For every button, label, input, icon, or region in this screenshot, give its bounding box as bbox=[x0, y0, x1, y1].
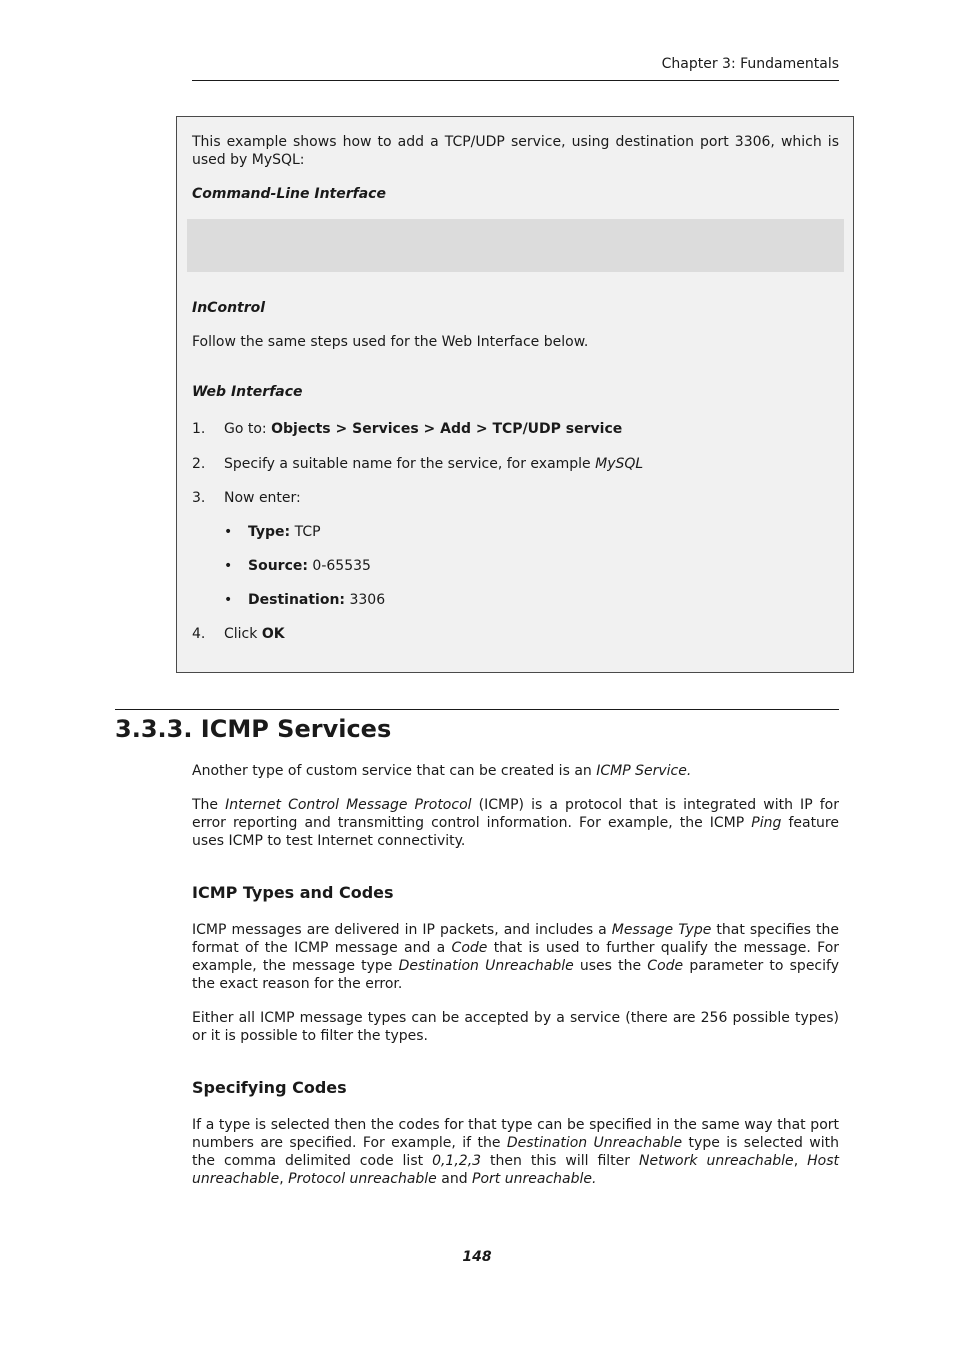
text-run: Another type of custom service that can be created is an bbox=[192, 763, 597, 779]
text-run: then this will filter bbox=[481, 1153, 640, 1169]
code-block bbox=[187, 219, 844, 272]
example-name: MySQL bbox=[595, 456, 644, 472]
text-run-italic: Network unreachable bbox=[639, 1153, 794, 1169]
step-text bbox=[224, 625, 285, 643]
step-prefix: Click bbox=[224, 626, 262, 642]
text-run: , bbox=[793, 1153, 808, 1169]
bullet-text bbox=[248, 591, 385, 609]
text-run-italic: Host unreachable bbox=[192, 1153, 840, 1187]
subheading-icmp-types: ICMP Types and Codes bbox=[192, 883, 394, 902]
text-run-italic: Internet Control Message Protocol bbox=[225, 797, 472, 813]
web-interface-heading: Web Interface bbox=[192, 384, 303, 400]
bullet-label: Source: bbox=[248, 558, 308, 574]
bullet-source bbox=[0, 557, 900, 575]
paragraph-5 bbox=[192, 1116, 839, 1188]
section-rule bbox=[115, 709, 839, 710]
text-run: parameter to specify the exact reason for the error. bbox=[192, 958, 839, 992]
text-run-italic: Message Type bbox=[611, 922, 712, 938]
text-run-italic: ICMP Service. bbox=[596, 763, 692, 779]
bullet-value: 3306 bbox=[345, 592, 386, 608]
text-run: , bbox=[279, 1171, 289, 1187]
text-run: type is selected with the comma delimited code list bbox=[192, 1135, 839, 1169]
text-run-italic: Destination Unreachable bbox=[506, 1135, 683, 1151]
incontrol-text: Follow the same steps used for the Web Interface below. bbox=[192, 334, 589, 350]
bullet-label: Destination: bbox=[248, 592, 346, 608]
text-run: uses the bbox=[573, 958, 648, 974]
step-4 bbox=[0, 625, 900, 643]
paragraph-2 bbox=[192, 796, 839, 850]
step-2 bbox=[0, 455, 900, 473]
paragraph-3 bbox=[192, 921, 839, 993]
paragraph-1 bbox=[192, 762, 839, 780]
text-run: The bbox=[192, 797, 226, 813]
text-run-italic: Code bbox=[647, 958, 684, 974]
text-run-italic: Ping bbox=[751, 815, 782, 831]
text-run: feature uses ICMP to test Internet connectivity. bbox=[192, 815, 839, 849]
step-prefix: Go to: bbox=[224, 421, 272, 437]
paragraph-4: Either all ICMP message types can be accepted by a service (there are 256 possible types) or it is possible to filter the types. bbox=[192, 1010, 839, 1044]
bullet-text bbox=[248, 557, 371, 575]
text-run-italic: Port unreachable. bbox=[472, 1171, 597, 1187]
text-run-italic: Destination Unreachable bbox=[398, 958, 574, 974]
step-3 bbox=[0, 489, 900, 507]
step-text: Now enter: bbox=[224, 490, 301, 506]
ok-label: OK bbox=[261, 626, 285, 642]
step-1 bbox=[0, 420, 900, 438]
bullet-value: TCP bbox=[290, 524, 321, 540]
step-number: 1. bbox=[192, 421, 206, 437]
page-number: 148 bbox=[462, 1249, 492, 1265]
step-text bbox=[224, 455, 643, 473]
example-intro: This example shows how to add a TCP/UDP service, using destination port 3306, which is used by MySQL: bbox=[192, 134, 839, 168]
text-run-italic: 0,1,2,3 bbox=[432, 1153, 482, 1169]
text-run: and bbox=[436, 1171, 473, 1187]
step-number: 2. bbox=[192, 456, 206, 472]
bullet-text bbox=[248, 523, 321, 541]
running-header: Chapter 3: Fundamentals bbox=[661, 56, 839, 72]
text-run: (ICMP) is a protocol that is integrated with IP for error reporting and transmitting control information. For example, the ICMP bbox=[192, 797, 839, 831]
text-run-italic: Protocol unreachable bbox=[288, 1171, 437, 1187]
text-run-italic: Code bbox=[451, 940, 488, 956]
header-rule bbox=[192, 80, 839, 81]
text-run: If a type is selected then the codes for that type can be specified in the same way that port numbers are specified. For example, if the bbox=[192, 1117, 839, 1151]
bullet-glyph: • bbox=[224, 592, 233, 608]
step-prefix: Specify a suitable name for the service, for example bbox=[224, 456, 596, 472]
incontrol-heading: InControl bbox=[192, 300, 266, 316]
step-number: 4. bbox=[192, 626, 206, 642]
bullet-value: 0-65535 bbox=[307, 558, 371, 574]
cli-heading: Command-Line Interface bbox=[192, 186, 386, 202]
text-run: that specifies the format of the ICMP message and a bbox=[192, 922, 839, 956]
section-title: 3.3.3. ICMP Services bbox=[115, 715, 392, 743]
step-number: 3. bbox=[192, 490, 206, 506]
menu-path: Objects > Services > Add > TCP/UDP service bbox=[271, 421, 623, 437]
bullet-label: Type: bbox=[248, 524, 291, 540]
text-run: ICMP messages are delivered in IP packets, and includes a bbox=[192, 922, 612, 938]
bullet-glyph: • bbox=[224, 524, 233, 540]
bullet-destination bbox=[0, 591, 900, 609]
subheading-specifying-codes: Specifying Codes bbox=[192, 1078, 347, 1097]
step-text bbox=[224, 420, 622, 438]
bullet-glyph: • bbox=[224, 558, 233, 574]
text-run: that is used to further qualify the message. For example, the message type bbox=[192, 940, 840, 974]
bullet-type bbox=[0, 523, 900, 541]
